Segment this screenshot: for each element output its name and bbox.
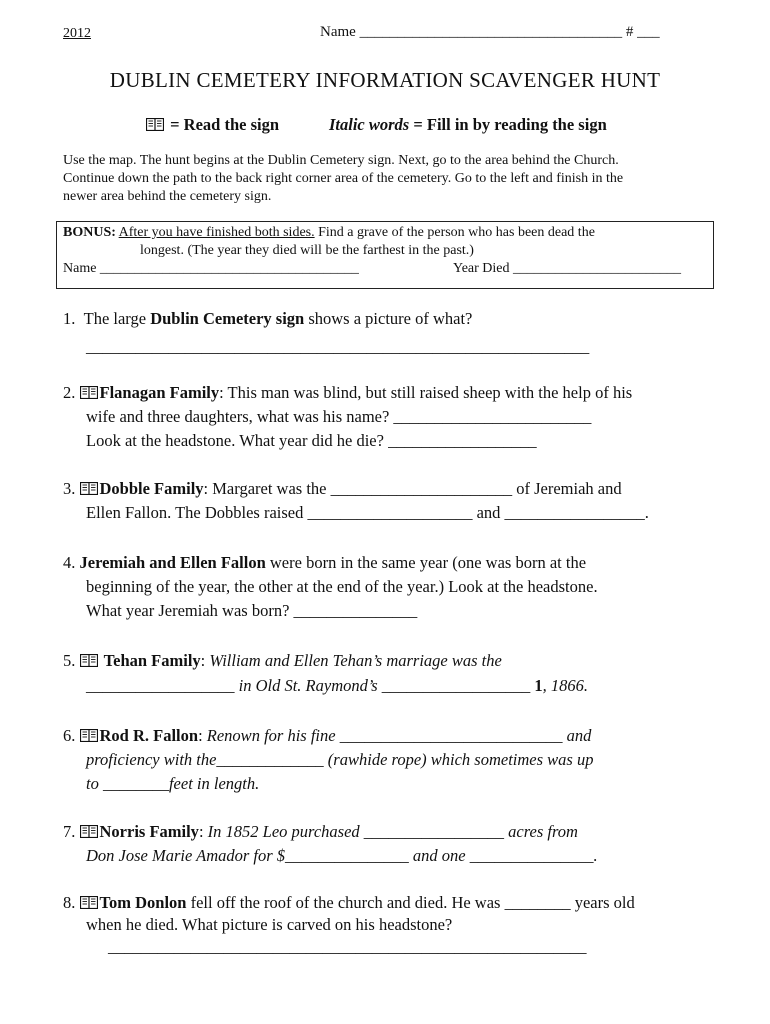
legend-italic-words: Italic words = Fill in by reading the sign [329, 115, 607, 134]
question-7-line2: Don Jose Marie Amador for $_______________ and one _______________. [86, 846, 598, 865]
question-3: 3. Dobble Family: Margaret was the ______________________ of Jeremiah and [63, 479, 622, 498]
year-label: 2012 [63, 26, 91, 41]
question-7: 7. Norris Family: In 1852 Leo purchased _________________ acres from [63, 822, 578, 841]
open-book-icon [80, 386, 98, 399]
question-4-line3: What year Jeremiah was born? _______________ [86, 601, 418, 620]
open-book-icon [146, 118, 164, 131]
question-6-line2: proficiency with the_____________ (rawhide rope) which sometimes was up [86, 750, 594, 769]
question-1-answer-line: _____________________________________________________________ [86, 337, 590, 356]
question-3-line2: Ellen Fallon. The Dobbles raised ____________________ and _________________. [86, 503, 649, 522]
page-title: DUBLIN CEMETERY INFORMATION SCAVENGER HUNT [109, 68, 661, 92]
bonus-name-field: Name _____________________________________ [63, 261, 359, 276]
bonus-line2: longest. (The year they died will be the farthest in the past.) [140, 243, 474, 258]
question-2: 2. Flanagan Family: This man was blind, but still raised sheep with the help of his [63, 383, 633, 402]
bonus-year-field: Year Died ________________________ [453, 261, 682, 276]
question-8: 8. Tom Donlon fell off the roof of the church and died. He was ________ years old [63, 893, 635, 912]
question-2-line3: Look at the headstone. What year did he die? __________________ [86, 431, 537, 450]
question-6: 6. Rod R. Fallon: Renown for his fine ___________________________ and [63, 726, 592, 745]
open-book-icon [80, 729, 98, 742]
question-6-line3: to ________feet in length. [86, 774, 260, 793]
question-1: 1. The large Dublin Cemetery sign shows a picture of what? [63, 309, 473, 328]
name-field: Name ___________________________________ # ___ [320, 24, 660, 40]
open-book-icon [80, 896, 98, 909]
question-8-line2: when he died. What picture is carved on his headstone? [86, 915, 453, 934]
question-5: 5. Tehan Family: William and Ellen Tehan’s marriage was the [63, 651, 502, 670]
instructions: Use the map. The hunt begins at the Dublin Cemetery sign. Next, go to the area behind the Church. Continue down the path to the back right corner area of the cemetery. Go to the left and finish in the newer area behind the cemetery sign. [63, 153, 624, 204]
open-book-icon [80, 825, 98, 838]
question-4-line2: beginning of the year, the other at the end of the year.) Look at the headstone. [86, 577, 598, 596]
question-5-line2: __________________ in Old St. Raymond’s __________________ 1, 1866. [86, 676, 589, 695]
question-2-line2: wife and three daughters, what was his name? ________________________ [86, 407, 592, 426]
question-8-answer-line: __________________________________________________________ [108, 937, 587, 956]
bonus-line1: BONUS: After you have finished both sides. Find a grave of the person who has been dead the [63, 225, 595, 240]
legend-read-sign: = Read the sign [146, 115, 279, 135]
question-4: 4. Jeremiah and Ellen Fallon were born in the same year (one was born at the [63, 553, 587, 572]
open-book-icon [80, 654, 98, 667]
open-book-icon [80, 482, 98, 495]
